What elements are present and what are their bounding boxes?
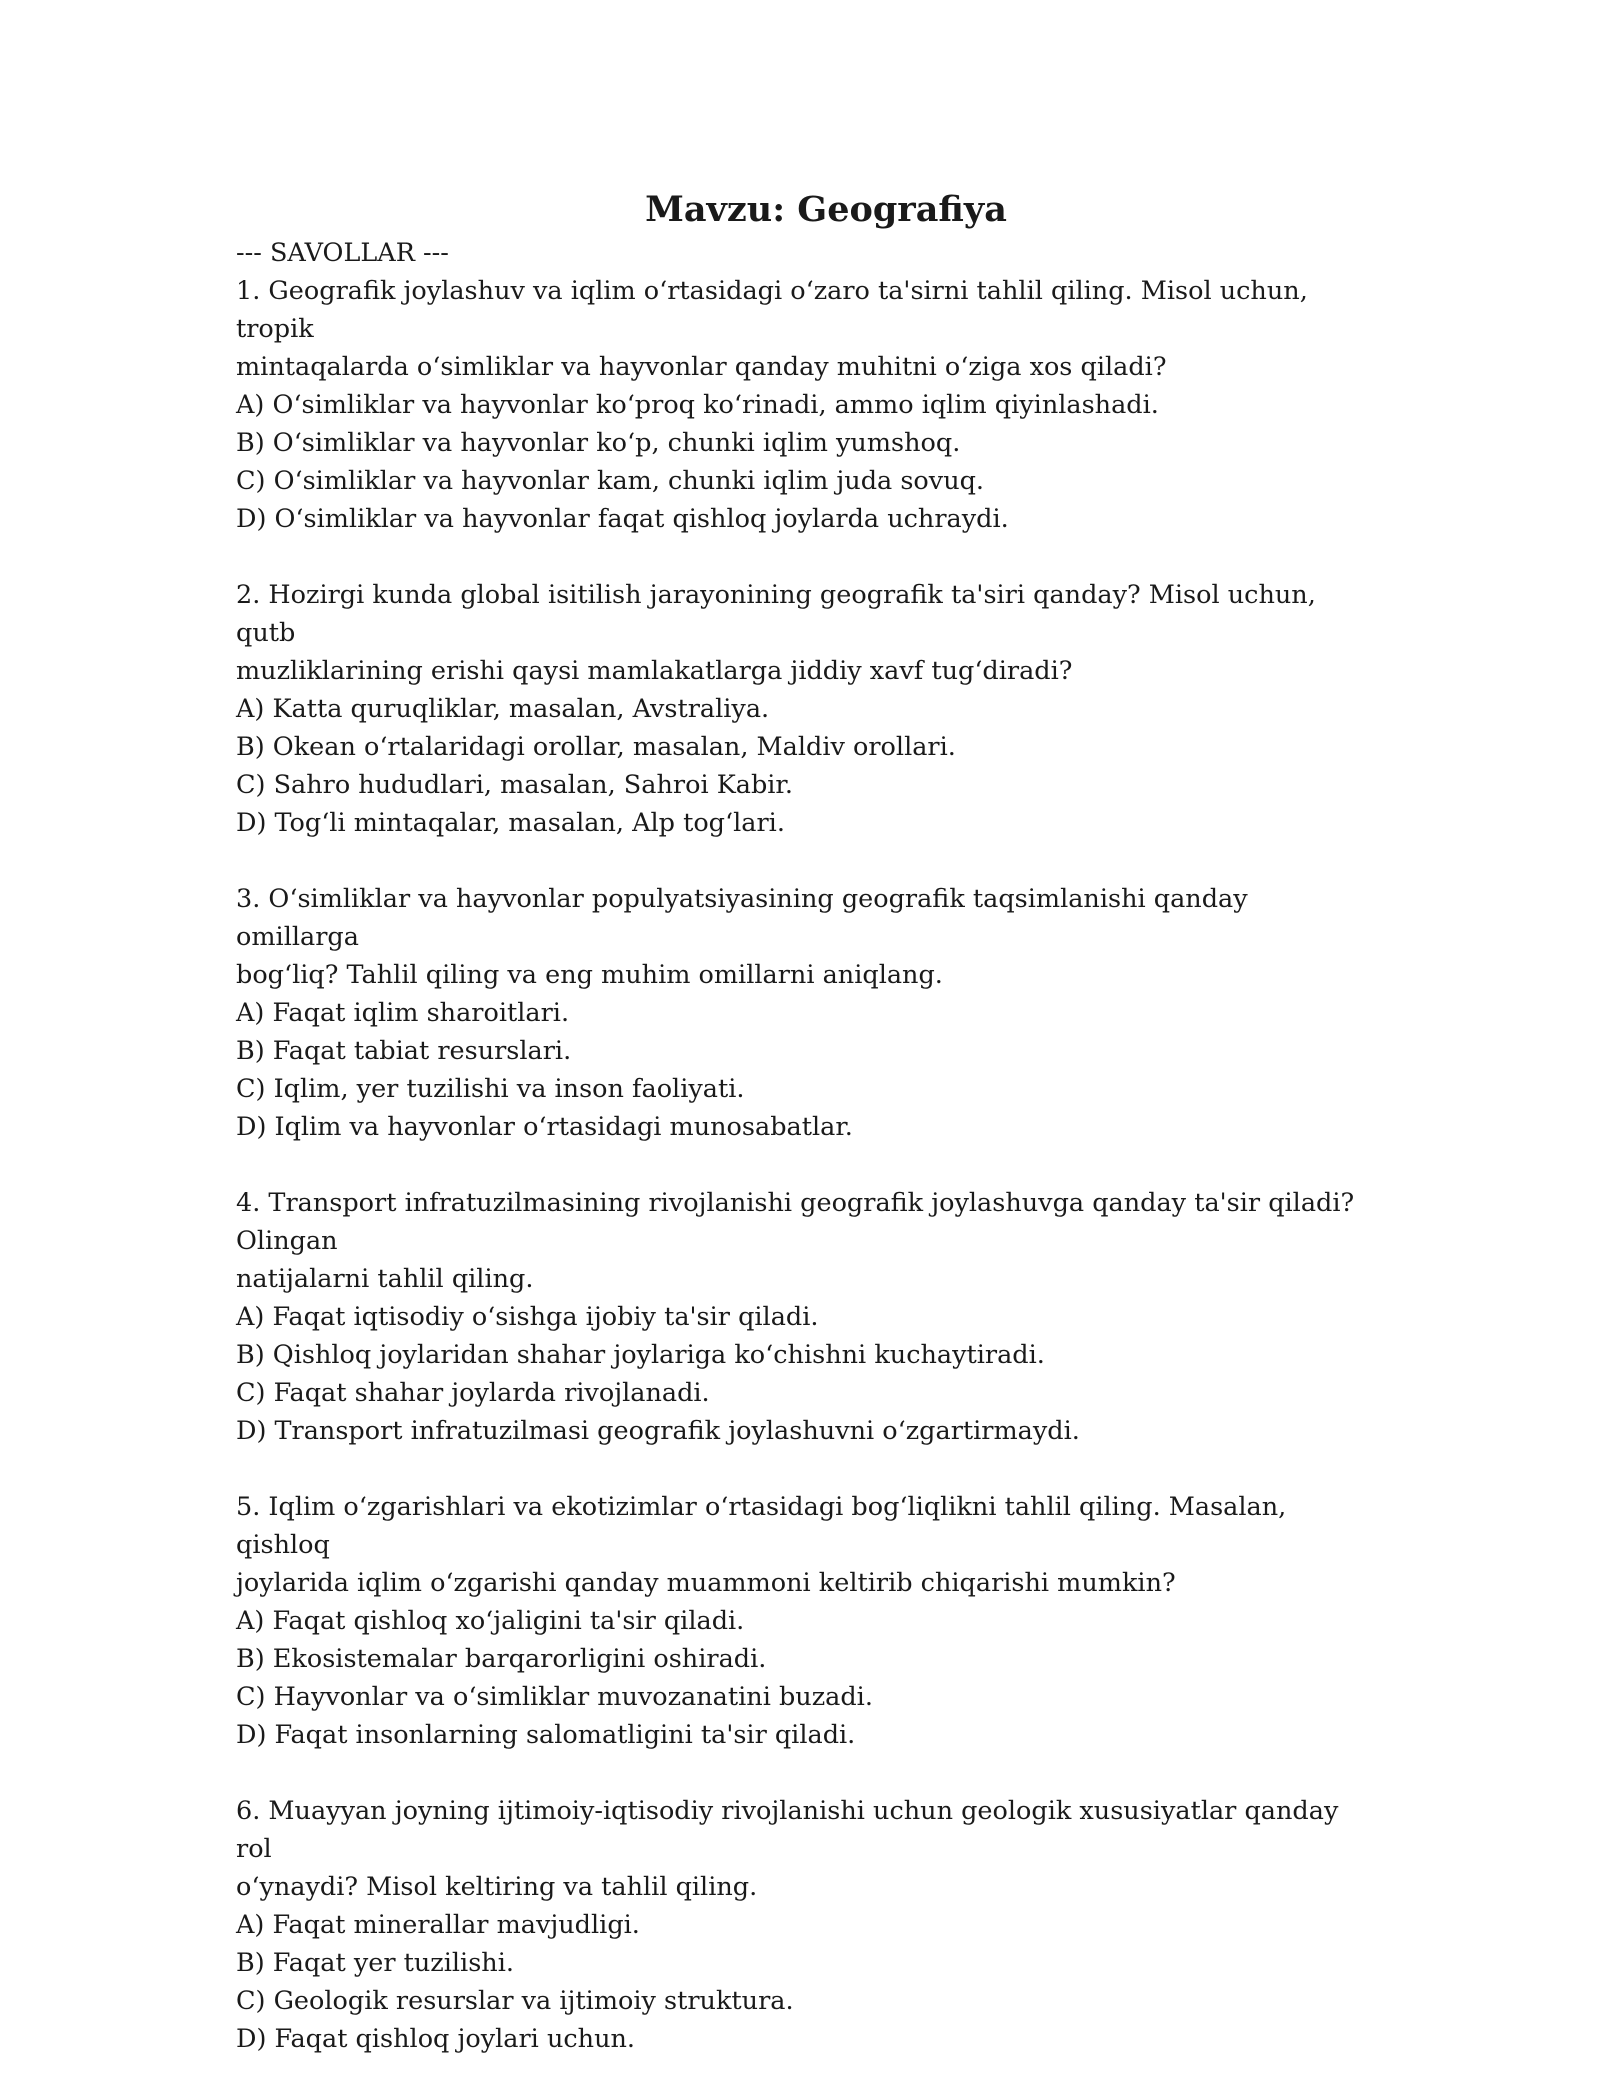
- question-block: [236, 1184, 1386, 1450]
- answer-option: D) Faqat qishloq joylari uchun.: [236, 2024, 636, 2054]
- answer-option: A) Faqat iqtisodiy o‘sishga ijobiy ta'sir qiladi.: [236, 1302, 819, 1332]
- answer-option: D) Iqlim va hayvonlar o‘rtasidagi munosabatlar.: [236, 1112, 853, 1142]
- answer-option: B) Faqat yer tuzilishi.: [236, 1948, 514, 1978]
- answer-option: A) Faqat qishloq xo‘jaligini ta'sir qiladi.: [236, 1606, 745, 1636]
- question-text-line: 2. Hozirgi kunda global isitilish jarayonining geografik ta'siri qanday? Misol uchun, qutb: [236, 580, 1316, 648]
- page-title: Mavzu: Geografiya: [645, 189, 1007, 230]
- question-block: [236, 576, 1386, 842]
- question-block: [236, 272, 1386, 538]
- question-text-line: mintaqalarda o‘simliklar va hayvonlar qanday muhitni o‘ziga xos qiladi?: [236, 352, 1167, 382]
- answer-option: A) Faqat minerallar mavjudligi.: [236, 1910, 640, 1940]
- question-text-line: muzliklarining erishi qaysi mamlakatlarga jiddiy xavf tug‘diradi?: [236, 656, 1073, 686]
- question-text-line: 3. O‘simliklar va hayvonlar populyatsiyasining geografik taqsimlanishi qanday omillarga: [236, 884, 1248, 952]
- question-block: [236, 1792, 1386, 2058]
- answer-option: C) Iqlim, yer tuzilishi va inson faoliyati.: [236, 1074, 745, 1104]
- question-block: [236, 880, 1386, 1146]
- answer-option: D) Faqat insonlarning salomatligini ta'sir qiladi.: [236, 1720, 856, 1750]
- question-text-line: o‘ynaydi? Misol keltiring va tahlil qiling.: [236, 1872, 758, 1902]
- question-text-line: natijalarni tahlil qiling.: [236, 1264, 534, 1294]
- question-text-line: 6. Muayyan joyning ijtimoiy-iqtisodiy rivojlanishi uchun geologik xususiyatlar qanday rol: [236, 1796, 1339, 1864]
- answer-option: B) O‘simliklar va hayvonlar ko‘p, chunki iqlim yumshoq.: [236, 428, 961, 458]
- answer-option: B) Ekosistemalar barqarorligini oshiradi.: [236, 1644, 767, 1674]
- answer-option: A) Katta quruqliklar, masalan, Avstraliya.: [236, 694, 770, 724]
- answer-option: A) O‘simliklar va hayvonlar ko‘proq ko‘rinadi, ammo iqlim qiyinlashadi.: [236, 390, 1159, 420]
- answer-option: D) O‘simliklar va hayvonlar faqat qishloq joylarda uchraydi.: [236, 504, 1009, 534]
- document-page: [236, 188, 1386, 2096]
- answer-option: B) Qishloq joylaridan shahar joylariga ko‘chishni kuchaytiradi.: [236, 1340, 1045, 1370]
- question-text-line: 4. Transport infratuzilmasining rivojlanishi geografik joylashuvga qanday ta'sir qiladi? Olingan: [236, 1188, 1355, 1256]
- answer-option: B) Faqat tabiat resurslari.: [236, 1036, 572, 1066]
- answer-option: A) Faqat iqlim sharoitlari.: [236, 998, 570, 1028]
- answer-option: C) Geologik resurslar va ijtimoiy struktura.: [236, 1986, 794, 2016]
- question-text-line: joylarida iqlim o‘zgarishi qanday muammoni keltirib chiqarishi mumkin?: [236, 1568, 1176, 1598]
- question-text-line: 1. Geografik joylashuv va iqlim o‘rtasidagi o‘zaro ta'sirni tahlil qiling. Misol uchun, tropik: [236, 276, 1308, 344]
- answer-option: C) Hayvonlar va o‘simliklar muvozanatini buzadi.: [236, 1682, 873, 1712]
- question-text-line: bog‘liq? Tahlil qiling va eng muhim omillarni aniqlang.: [236, 960, 943, 990]
- answer-option: B) Okean o‘rtalaridagi orollar, masalan, Maldiv orollari.: [236, 732, 956, 762]
- answer-option: D) Tog‘li mintaqalar, masalan, Alp tog‘lari.: [236, 808, 785, 838]
- section-label: --- SAVOLLAR ---: [236, 238, 449, 268]
- question-text-line: 5. Iqlim o‘zgarishlari va ekotizimlar o‘rtasidagi bog‘liqlikni tahlil qiling. Masalan, qishloq: [236, 1492, 1287, 1560]
- answer-option: C) O‘simliklar va hayvonlar kam, chunki iqlim juda sovuq.: [236, 466, 985, 496]
- answer-option: D) Transport infratuzilmasi geografik joylashuvni o‘zgartirmaydi.: [236, 1416, 1080, 1446]
- answer-option: C) Faqat shahar joylarda rivojlanadi.: [236, 1378, 710, 1408]
- question-block: [236, 1488, 1386, 1754]
- answer-option: C) Sahro hududlari, masalan, Sahroi Kabir.: [236, 770, 793, 800]
